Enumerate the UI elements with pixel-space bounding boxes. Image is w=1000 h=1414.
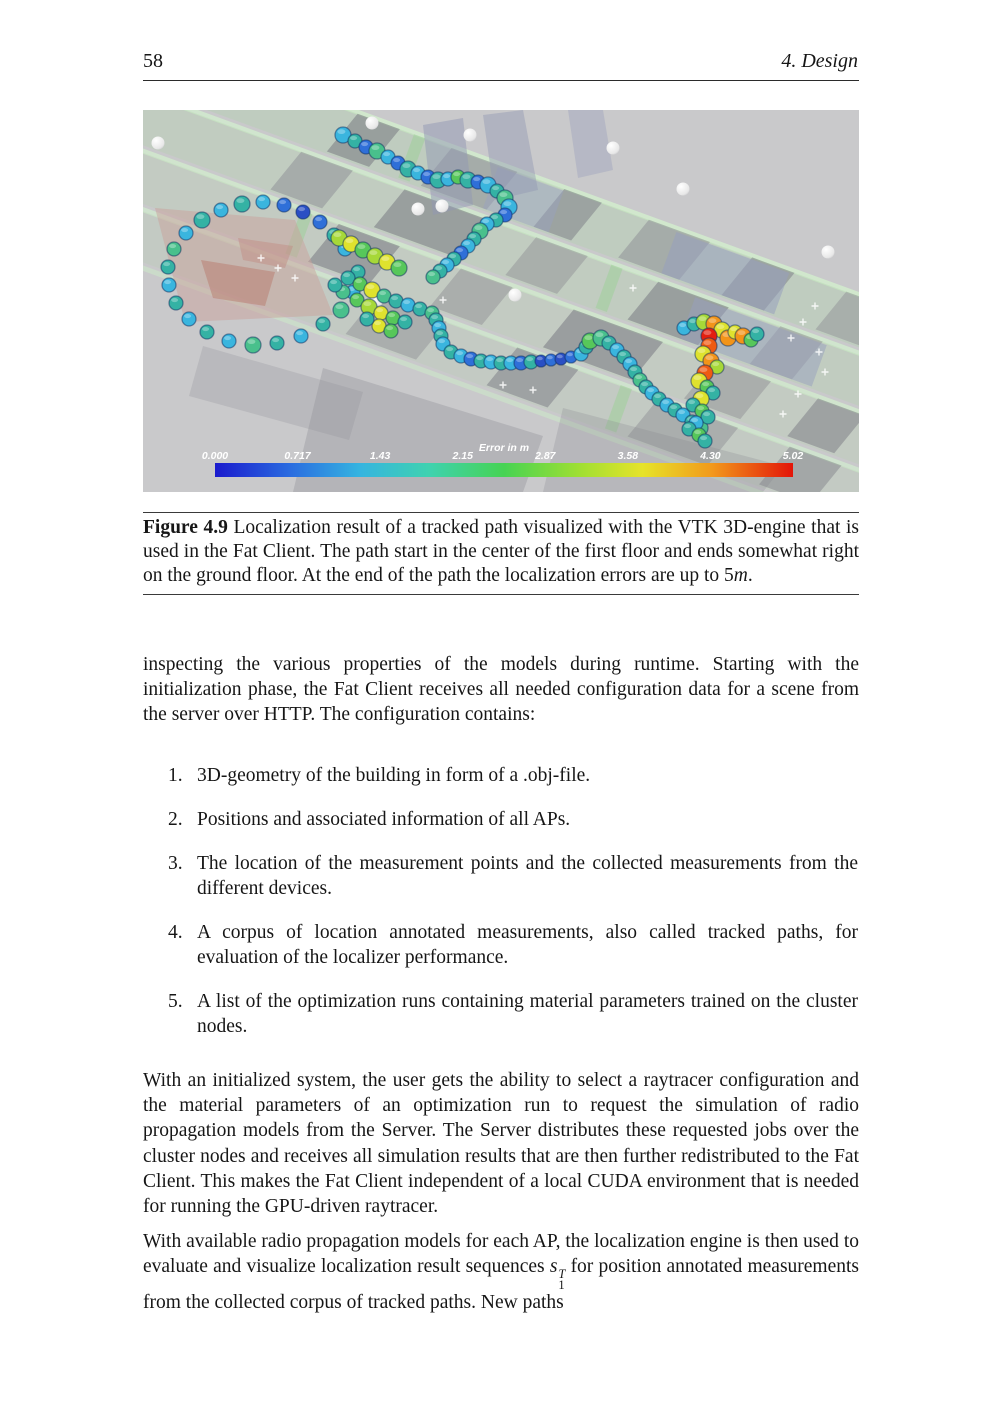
- path-blob-highlight: [567, 353, 573, 357]
- path-blob-highlight: [296, 331, 303, 335]
- list-text: 3D-geometry of the building in form of a .obj-file.: [197, 765, 591, 786]
- path-blob-highlight: [684, 424, 691, 428]
- list-number: 4.: [168, 922, 183, 943]
- path-blob-highlight: [486, 357, 493, 361]
- path-blob-highlight: [453, 172, 460, 176]
- path-blob-highlight: [345, 238, 353, 243]
- list-text: The location of the measurement points and the collected measurements from the different devices.: [197, 853, 858, 900]
- colorbar-tick-label: 5.02: [782, 450, 804, 462]
- path-blob-highlight: [689, 319, 696, 323]
- path-blob-highlight: [350, 136, 357, 140]
- path-blob-highlight: [584, 335, 592, 340]
- path-error-blob: [698, 434, 712, 448]
- path-blob-highlight: [482, 219, 489, 223]
- path-error-blob: [194, 212, 210, 228]
- path-error-blob: [398, 315, 412, 329]
- path-blob-highlight: [699, 367, 707, 372]
- path-blob-highlight: [647, 388, 654, 392]
- path-blob-highlight: [337, 129, 345, 134]
- path-blob-highlight: [702, 382, 709, 386]
- path-error-blob: [182, 312, 196, 326]
- path-error-blob: [333, 302, 349, 318]
- paragraph-post-math: for position annotated measurements from the collected corpus of tracked paths. New paths: [143, 1256, 860, 1314]
- path-error-blob: [328, 278, 342, 292]
- path-blob-highlight: [224, 336, 231, 340]
- colorbar-tick-label: 0.000: [201, 450, 229, 462]
- path-blob-highlight: [355, 279, 362, 283]
- path-blob-highlight: [423, 172, 430, 176]
- path-error-blob: [294, 329, 308, 343]
- path-error-blob: [169, 296, 183, 310]
- path-blob-highlight: [438, 339, 445, 343]
- path-blob-highlight: [473, 177, 480, 181]
- path-blob-highlight: [442, 260, 449, 264]
- path-blob-highlight: [379, 291, 386, 295]
- path-blob-highlight: [708, 318, 716, 323]
- path-blob-highlight: [625, 359, 632, 363]
- list-item: [168, 807, 858, 832]
- path-blob-highlight: [716, 324, 724, 329]
- path-blob-highlight: [697, 406, 704, 410]
- caption-period: .: [747, 565, 753, 587]
- path-blob-highlight: [466, 354, 473, 358]
- path-blob-highlight: [383, 152, 390, 156]
- paragraph-localization-engine: [143, 1229, 859, 1315]
- path-blob-highlight: [371, 145, 379, 150]
- path-blob-highlight: [315, 217, 322, 221]
- path-blob-highlight: [708, 388, 715, 392]
- caption-rule-top: [143, 512, 859, 513]
- path-blob-highlight: [272, 338, 279, 342]
- path-blob-highlight: [703, 340, 711, 345]
- path-blob-highlight: [343, 273, 350, 277]
- path-blob-highlight: [216, 205, 223, 209]
- path-blob-highlight: [402, 163, 410, 168]
- figure-3d-visualization: [143, 110, 859, 492]
- path-blob-highlight: [435, 266, 442, 270]
- path-blob-highlight: [752, 329, 759, 333]
- path-blob-highlight: [391, 296, 398, 300]
- path-error-blob: [313, 215, 327, 229]
- paragraph-server-distribution: With an initialized system, the user gets the ability to select a raytracer configuration and the material parameters of an optimization run to request the simulation of radio propagation models from the Server. The Server distributes these requested jobs over the cluster nodes and receives all simulation results that are then further redistributed to the Fat Client. This makes the Fat Client independent of a local CUDA environment that is needed for running the GPU-driven raytracer.: [143, 1070, 859, 1218]
- colorbar-tick-label: 0.717: [284, 450, 311, 462]
- path-blob-highlight: [449, 254, 456, 258]
- path-blob-highlight: [386, 326, 393, 330]
- path-blob-highlight: [393, 262, 401, 267]
- path-blob-highlight: [476, 356, 483, 360]
- path-blob-highlight: [499, 192, 507, 197]
- access-point-sphere: [607, 142, 620, 155]
- path-blob-highlight: [697, 348, 705, 353]
- path-blob-highlight: [403, 300, 410, 304]
- path-blob-highlight: [516, 358, 523, 362]
- caption-body: Localization result of a tracked path visualized with the VTK 3D-engine that is used in the Fat Client. The path start in the center of the first floor and ends somewhat right on the ground floor. At the end of the path the localization errors are up to 5: [143, 517, 859, 587]
- path-blob-highlight: [431, 315, 438, 319]
- list-number: 1.: [168, 765, 183, 786]
- path-error-blob: [426, 270, 440, 284]
- path-blob-highlight: [703, 330, 711, 335]
- path-blob-highlight: [366, 284, 374, 289]
- caption-rule-bottom: [143, 594, 859, 595]
- list-number: 3.: [168, 853, 183, 874]
- caption-math-m: m: [733, 565, 748, 587]
- path-blob-highlight: [361, 142, 368, 146]
- path-blob-highlight: [357, 244, 365, 249]
- caption-text: [143, 516, 859, 589]
- path-blob-highlight: [496, 358, 503, 362]
- path-blob-highlight: [432, 174, 440, 179]
- path-error-blob: [234, 196, 250, 212]
- path-error-blob: [277, 198, 291, 212]
- path-blob-highlight: [362, 314, 369, 318]
- path-blob-highlight: [547, 356, 553, 360]
- path-blob-highlight: [482, 179, 490, 184]
- path-error-blob: [245, 337, 261, 353]
- path-blob-highlight: [400, 317, 407, 321]
- path-error-blob: [222, 334, 236, 348]
- path-blob-highlight: [506, 358, 513, 362]
- path-blob-highlight: [413, 168, 420, 172]
- list-number: 5.: [168, 991, 183, 1012]
- path-blob-highlight: [196, 214, 204, 219]
- path-blob-highlight: [164, 280, 171, 284]
- path-blob-highlight: [298, 207, 305, 211]
- path-error-blob: [316, 317, 330, 331]
- path-blob-highlight: [526, 357, 533, 361]
- path-blob-highlight: [330, 280, 337, 284]
- path-blob-highlight: [181, 228, 188, 232]
- access-point-sphere: [412, 203, 425, 216]
- path-blob-highlight: [352, 295, 359, 299]
- colorbar-tick-label: 3.58: [617, 450, 639, 462]
- path-error-blob: [167, 242, 181, 256]
- path-blob-highlight: [691, 418, 698, 422]
- path-error-blob: [750, 327, 764, 341]
- path-blob-highlight: [443, 174, 450, 178]
- path-blob-highlight: [500, 210, 507, 214]
- path-blob-highlight: [703, 412, 710, 416]
- path-blob-highlight: [279, 200, 286, 204]
- colorbar-tick-label: 4.30: [700, 450, 721, 462]
- path-blob-highlight: [693, 375, 701, 380]
- list-item: [168, 851, 858, 901]
- path-blob-highlight: [694, 430, 701, 434]
- path-blob-highlight: [688, 400, 695, 404]
- path-blob-highlight: [381, 256, 389, 261]
- path-error-blob: [296, 205, 310, 219]
- access-point-sphere: [366, 117, 379, 130]
- path-blob-highlight: [374, 321, 381, 325]
- path-blob-highlight: [462, 174, 470, 179]
- path-blob-highlight: [469, 234, 476, 238]
- path-blob-highlight: [363, 301, 371, 306]
- header-rule: [143, 80, 859, 81]
- path-blob-highlight: [415, 304, 422, 308]
- caption-label: Figure 4.9: [143, 517, 228, 538]
- path-blob-highlight: [171, 298, 178, 302]
- path-blob-highlight: [456, 351, 463, 355]
- path-blob-highlight: [698, 316, 706, 321]
- path-blob-highlight: [388, 313, 395, 317]
- path-blob-highlight: [427, 308, 434, 312]
- figure-caption: [143, 512, 859, 595]
- path-blob-highlight: [393, 158, 400, 162]
- page-number: 58: [143, 50, 163, 72]
- path-blob-highlight: [695, 393, 703, 398]
- colorbar-title: Error in m: [478, 442, 530, 454]
- path-blob-highlight: [492, 186, 499, 190]
- path-error-blob: [162, 278, 176, 292]
- colorbar-tick-label: 1.43: [369, 450, 391, 462]
- path-blob-highlight: [630, 367, 637, 371]
- path-blob-highlight: [712, 362, 719, 366]
- list-item: [168, 763, 858, 788]
- list-item: [168, 920, 858, 970]
- colorbar-tick-label: 2.15: [452, 450, 473, 462]
- colorbar-tick-label: 2.87: [535, 450, 556, 462]
- path-blob-highlight: [333, 232, 341, 237]
- path-blob-highlight: [184, 314, 191, 318]
- path-blob-highlight: [463, 241, 470, 245]
- path-error-blob: [161, 260, 175, 274]
- path-error-blob: [384, 324, 398, 338]
- path-blob-highlight: [369, 250, 377, 255]
- path-error-blob: [214, 203, 228, 217]
- path-blob-highlight: [474, 225, 482, 230]
- path-error-blob: [360, 312, 374, 326]
- path-blob-highlight: [258, 197, 265, 201]
- list-number: 2.: [168, 809, 183, 830]
- math-sequence-symbol: s T 1: [549, 1256, 566, 1292]
- path-blob-highlight: [335, 304, 343, 309]
- list-item: [168, 989, 858, 1039]
- path-blob-highlight: [557, 355, 563, 359]
- path-blob-highlight: [236, 198, 244, 203]
- path-blob-highlight: [678, 410, 685, 414]
- path-blob-highlight: [247, 339, 255, 344]
- access-point-sphere: [509, 289, 522, 302]
- math-subscript: 1: [558, 1277, 565, 1292]
- path-blob-highlight: [503, 201, 511, 206]
- access-point-sphere: [677, 183, 690, 196]
- path-error-blob: [256, 195, 270, 209]
- paragraph-pre-math: With available radio propagation models for each AP, the localization engine is then used to evaluate and visualize localization result sequences: [143, 1231, 859, 1278]
- path-error-blob: [179, 226, 193, 240]
- path-error-blob: [200, 325, 214, 339]
- path-blob-highlight: [537, 357, 543, 361]
- path-blob-highlight: [679, 323, 686, 327]
- path-blob-highlight: [730, 327, 737, 331]
- colorbar-gradient: [215, 463, 793, 477]
- path-blob-highlight: [612, 345, 619, 349]
- access-point-sphere: [464, 129, 477, 142]
- path-blob-highlight: [662, 400, 669, 404]
- path-blob-highlight: [353, 267, 360, 271]
- path-blob-highlight: [456, 248, 463, 252]
- path-blob-highlight: [700, 436, 707, 440]
- path-blob-highlight: [604, 338, 611, 342]
- path-blob-highlight: [202, 327, 209, 331]
- path-blob-highlight: [737, 330, 745, 335]
- path-blob-highlight: [376, 308, 383, 312]
- list-text: Positions and associated information of all APs.: [197, 809, 571, 830]
- path-blob-highlight: [635, 375, 642, 379]
- path-blob-highlight: [169, 244, 176, 248]
- path-blob-highlight: [705, 355, 713, 360]
- path-blob-highlight: [595, 332, 603, 337]
- path-blob-highlight: [428, 272, 435, 276]
- chapter-header: 4. Design: [781, 50, 858, 72]
- path-blob-highlight: [318, 319, 325, 323]
- access-point-sphere: [152, 137, 165, 150]
- paragraph-runtime-config: inspecting the various properties of the models during runtime. Starting with the initialization phase, the Fat Client receives all needed configuration data for a scene from the server over HTTP. The configuration contains:: [143, 654, 859, 726]
- access-point-sphere: [822, 246, 835, 259]
- path-blob-highlight: [641, 382, 648, 386]
- path-blob-highlight: [670, 405, 677, 409]
- path-error-blob: [270, 336, 284, 350]
- path-error-blob: [391, 260, 407, 276]
- path-blob-highlight: [619, 352, 626, 356]
- path-blob-highlight: [163, 262, 170, 266]
- list-text: A list of the optimization runs containing material parameters trained on the cluster nodes.: [197, 991, 858, 1038]
- path-blob-highlight: [446, 347, 453, 351]
- list-text: A corpus of location annotated measurements, also called tracked paths, for evaluation of the localizer performance.: [197, 922, 858, 969]
- math-superscript: T: [558, 1267, 566, 1282]
- path-blob-highlight: [436, 331, 443, 335]
- access-point-sphere: [436, 200, 449, 213]
- path-blob-highlight: [654, 394, 661, 398]
- path-blob-highlight: [434, 323, 441, 327]
